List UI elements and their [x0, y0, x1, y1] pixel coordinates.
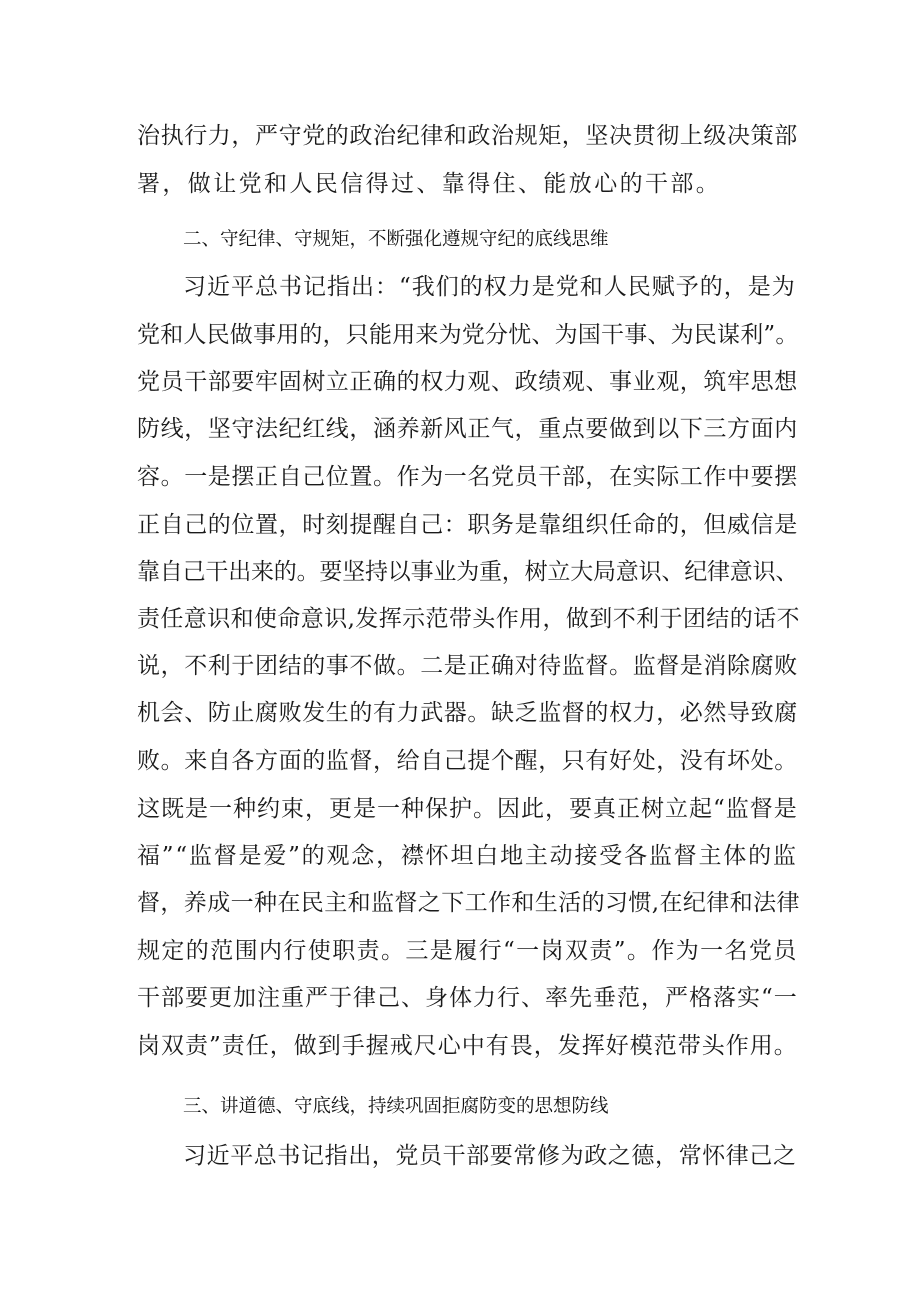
- paragraph-line: 败。来自各方面的监督，给自己提个醒，只有好处，没有坏处。: [137, 748, 798, 774]
- paragraph-line: 正自己的位置，时刻提醒自己：职务是靠组织任命的，但威信是: [137, 512, 798, 538]
- paragraph-line: 规定的范围内行使职责。三是履行“一岗双责”。作为一名党员: [137, 938, 798, 964]
- section-heading-2: 二、守纪律、守规矩，不断强化遵规守纪的底线思维: [183, 229, 609, 250]
- paragraph-line: 这既是一种约束，更是一种保护。因此，要真正树立起“监督是: [137, 796, 798, 822]
- paragraph-line: 干部要更加注重严于律己、身体力行、率先垂范，严格落实“一: [137, 985, 798, 1011]
- paragraph-line: 党和人民做事用的，只能用来为党分忧、为国干事、为民谋利”。: [137, 322, 799, 348]
- paragraph-line: 防线，坚守法纪红线，涵养新风正气，重点要做到以下三方面内: [137, 416, 798, 442]
- paragraph-line: 福”“监督是爱”的观念，襟怀坦白地主动接受各监督主体的监: [137, 843, 798, 869]
- paragraph-line: 党员干部要牢固树立正确的权力观、政绩观、事业观，筑牢思想: [137, 369, 798, 395]
- paragraph-line: 督，养成一种在民主和监督之下工作和生活的习惯,在纪律和法律: [137, 890, 800, 916]
- paragraph-line: 机会、防止腐败发生的有力武器。缺乏监督的权力，必然导致腐: [137, 700, 798, 726]
- section-heading-3: 三、讲道德、守底线，持续巩固拒腐防变的思想防线: [183, 1096, 609, 1117]
- paragraph-line: 责任意识和使命意识,发挥示范带头作用，做到不利于团结的话不: [137, 606, 800, 632]
- paragraph-line: 习近平总书记指出，党员干部要常修为政之德，常怀律己之: [183, 1143, 797, 1169]
- paragraph-line: 靠自己干出来的。要坚持以事业为重，树立大局意识、纪律意识、: [137, 559, 799, 585]
- paragraph-line: 容。一是摆正自己位置。作为一名党员干部，在实际工作中要摆: [137, 464, 798, 490]
- paragraph-line: 治执行力，严守党的政治纪律和政治规矩，坚决贯彻上级决策部: [137, 123, 798, 149]
- paragraph-line: 署，做让党和人民信得过、靠得住、能放心的干部。: [137, 171, 722, 197]
- paragraph-line: 说，不利于团结的事不做。二是正确对待监督。监督是消除腐败: [137, 653, 798, 679]
- paragraph-line: 习近平总书记指出：“我们的权力是党和人民赋予的，是为: [183, 274, 796, 300]
- paragraph-line: 岗双责”责任，做到手握戒尺心中有畏，发挥好模范带头作用。: [137, 1033, 798, 1059]
